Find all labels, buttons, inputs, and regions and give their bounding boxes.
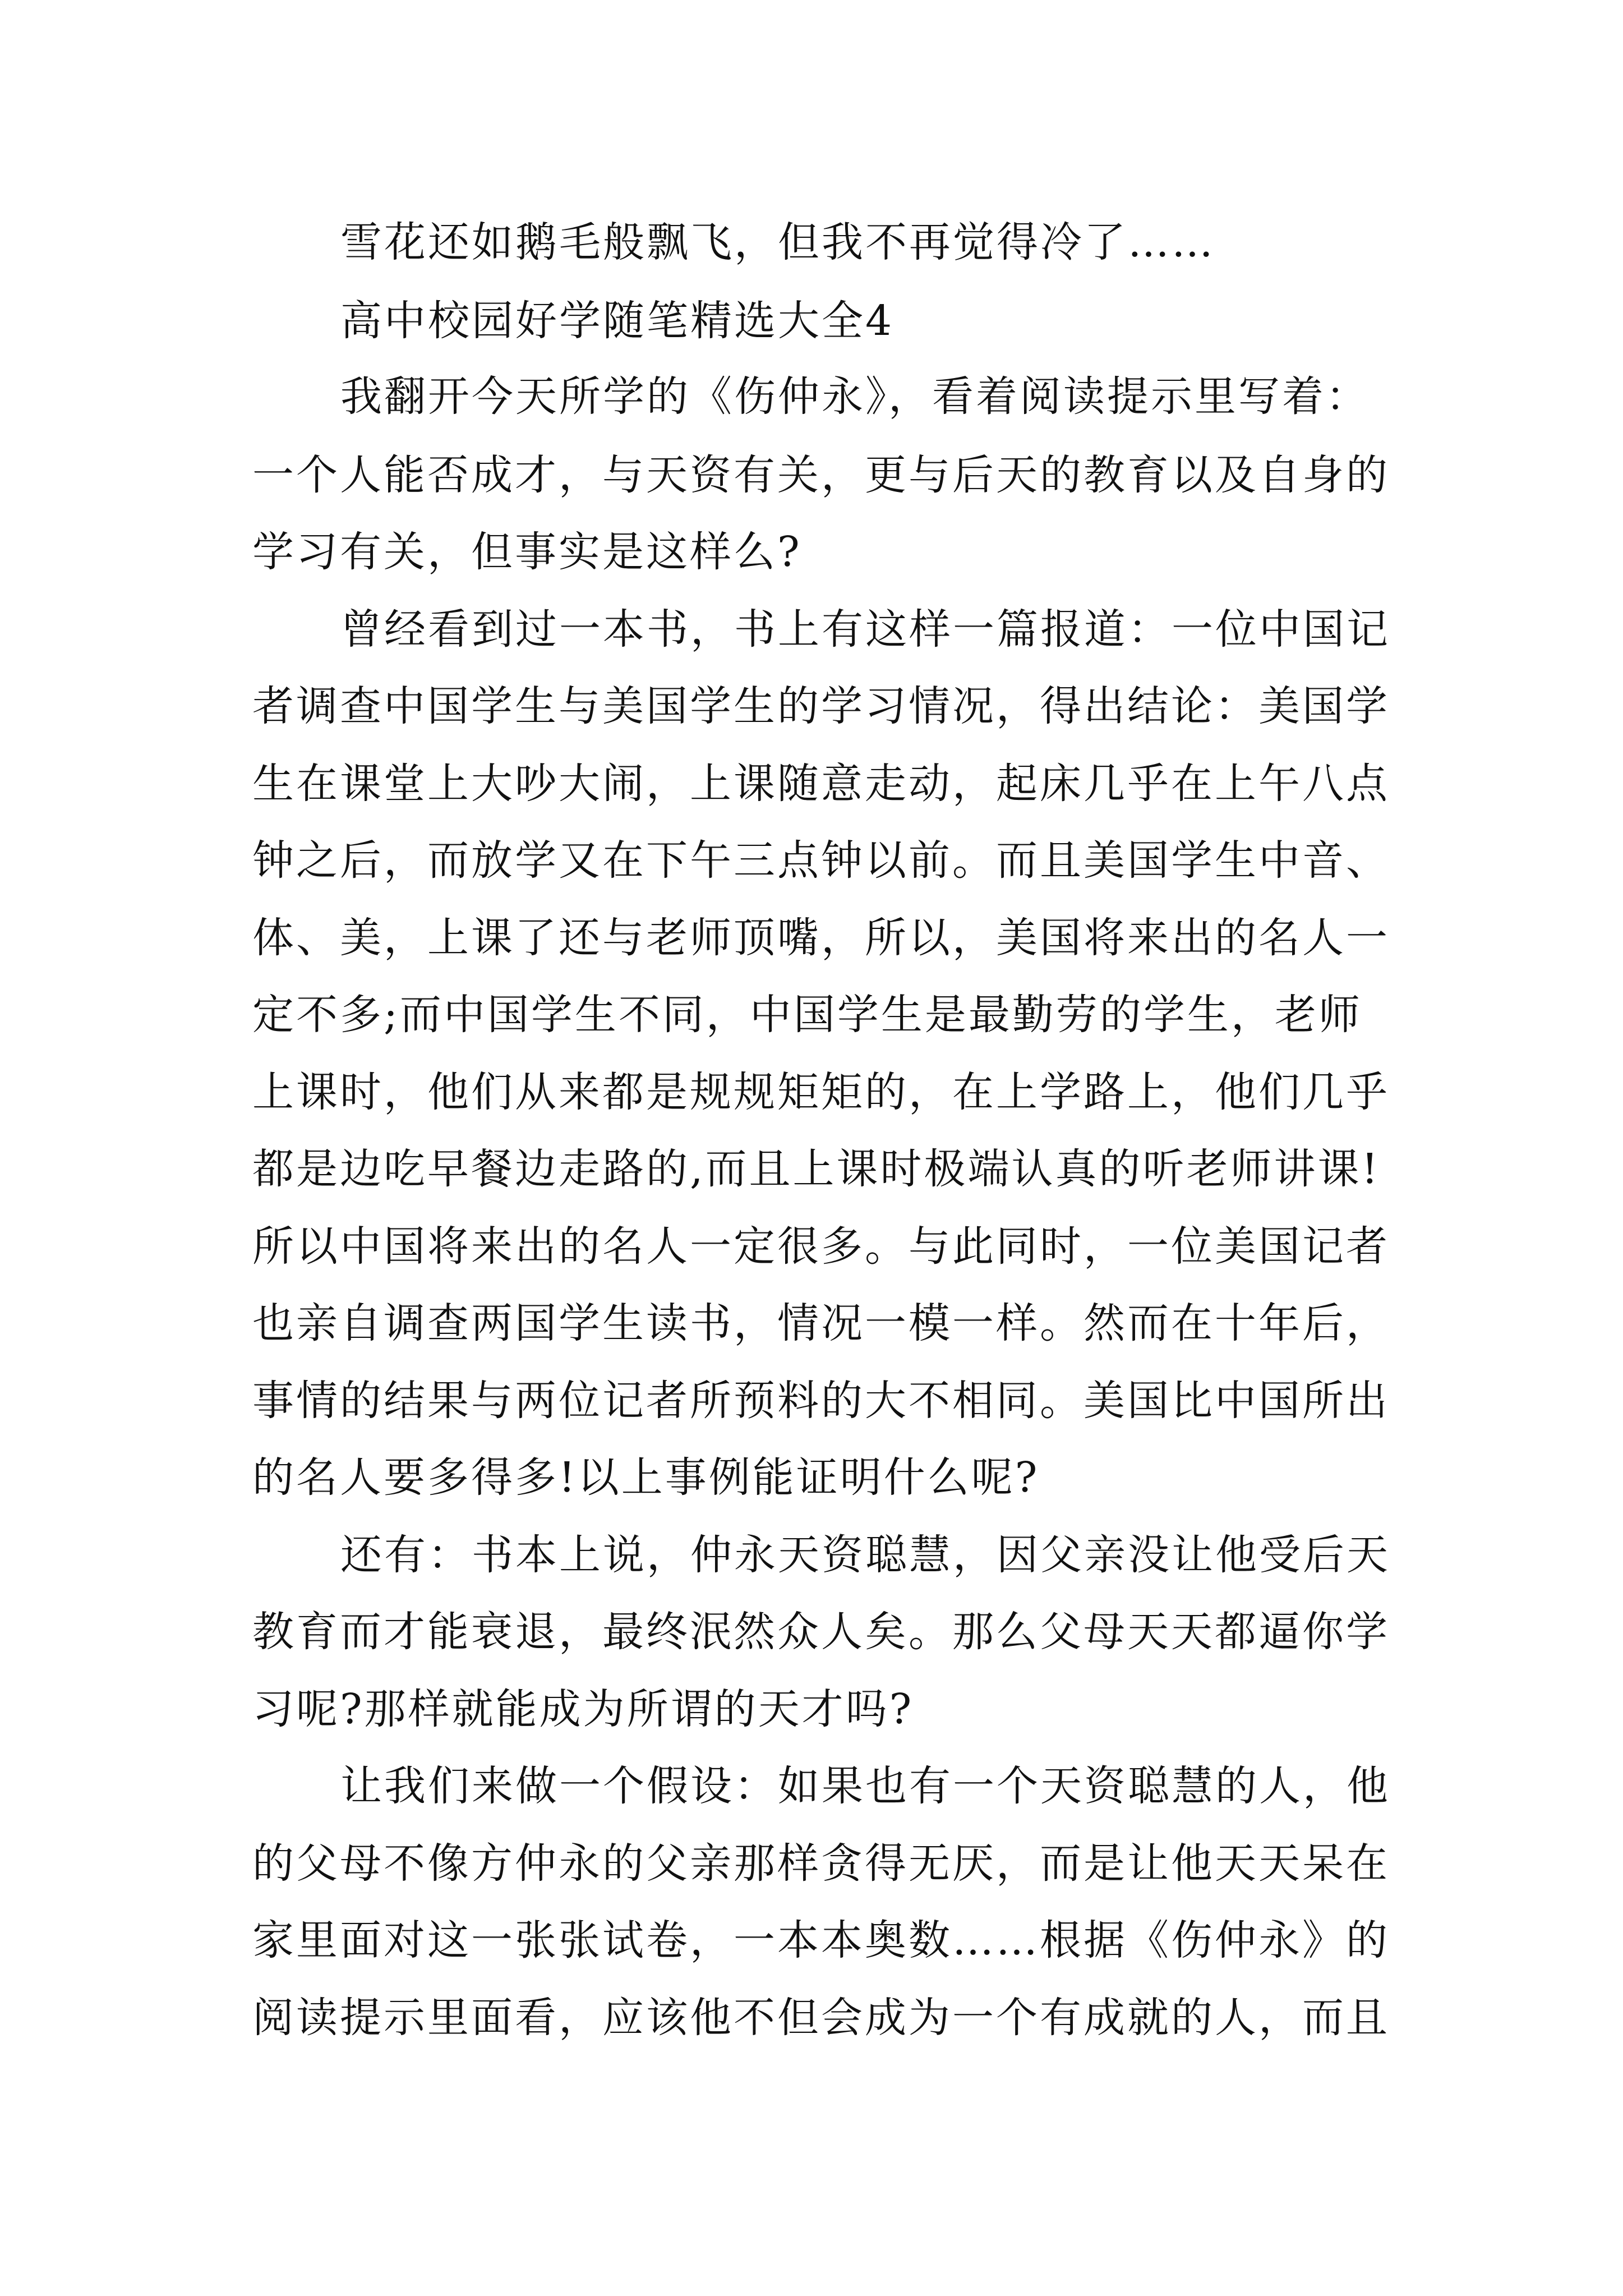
text-line: 雪花还如鹅毛般飘飞，但我不再觉得冷了……: [340, 218, 1215, 266]
text-line: 教育而才能衰退，最终泯然众人矣。那么父母天天都逼你学: [252, 1608, 1390, 1656]
text-line: 所以中国将来出的名人一定很多。与此同时，一位美国记者: [252, 1222, 1390, 1271]
section-heading: 高中校园好学随笔精选大全4: [340, 297, 895, 345]
text-line: 习呢?那样就能成为所谓的天才吗?: [252, 1685, 914, 1733]
text-line: 事情的结果与两位记者所预料的大不相同。美国比中国所出: [252, 1377, 1390, 1425]
text-line: 家里面对这一张张试卷，一本本奥数……根据《伤仲永》的: [252, 1916, 1390, 1964]
text-line: 学习有关，但事实是这样么?: [252, 528, 802, 576]
text-line: 都是边吃早餐边走路的,而且上课时极端认真的听老师讲课!: [252, 1145, 1381, 1193]
text-line: 者调查中国学生与美国学生的学习情况，得出结论：美国学: [252, 682, 1390, 730]
text-line: 让我们来做一个假设：如果也有一个天资聪慧的人，他: [340, 1762, 1390, 1810]
text-line: 定不多;而中国学生不同，中国学生是最勤劳的学生，老师: [252, 991, 1362, 1039]
text-line: 我翻开今天所学的《伤仲永》，看着阅读提示里写着：: [340, 372, 1370, 421]
text-line: 一个人能否成才，与天资有关，更与后天的教育以及自身的: [252, 451, 1390, 499]
text-line: 的名人要多得多!以上事例能证明什么呢?: [252, 1453, 1040, 1502]
text-line: 上课时，他们从来都是规规矩矩的，在上学路上，他们几乎: [252, 1068, 1390, 1116]
text-line: 生在课堂上大吵大闹，上课随意走动，起床几乎在上午八点: [252, 760, 1390, 808]
text-line: 曾经看到过一本书，书上有这样一篇报道：一位中国记: [340, 605, 1390, 654]
text-line: 体、美，上课了还与老师顶嘴，所以，美国将来出的名人一: [252, 914, 1390, 962]
text-line: 还有：书本上说，仲永天资聪慧，因父亲没让他受后天: [340, 1531, 1390, 1579]
text-line: 钟之后，而放学又在下午三点钟以前。而且美国学生中音、: [252, 836, 1390, 885]
text-line: 阅读提示里面看，应该他不但会成为一个有成就的人，而且: [252, 1994, 1390, 2042]
text-line: 的父母不像方仲永的父亲那样贪得无厌，而是让他天天呆在: [252, 1839, 1390, 1888]
text-line: 也亲自调查两国学生读书，情况一模一样。然而在十年后，: [252, 1299, 1390, 1347]
